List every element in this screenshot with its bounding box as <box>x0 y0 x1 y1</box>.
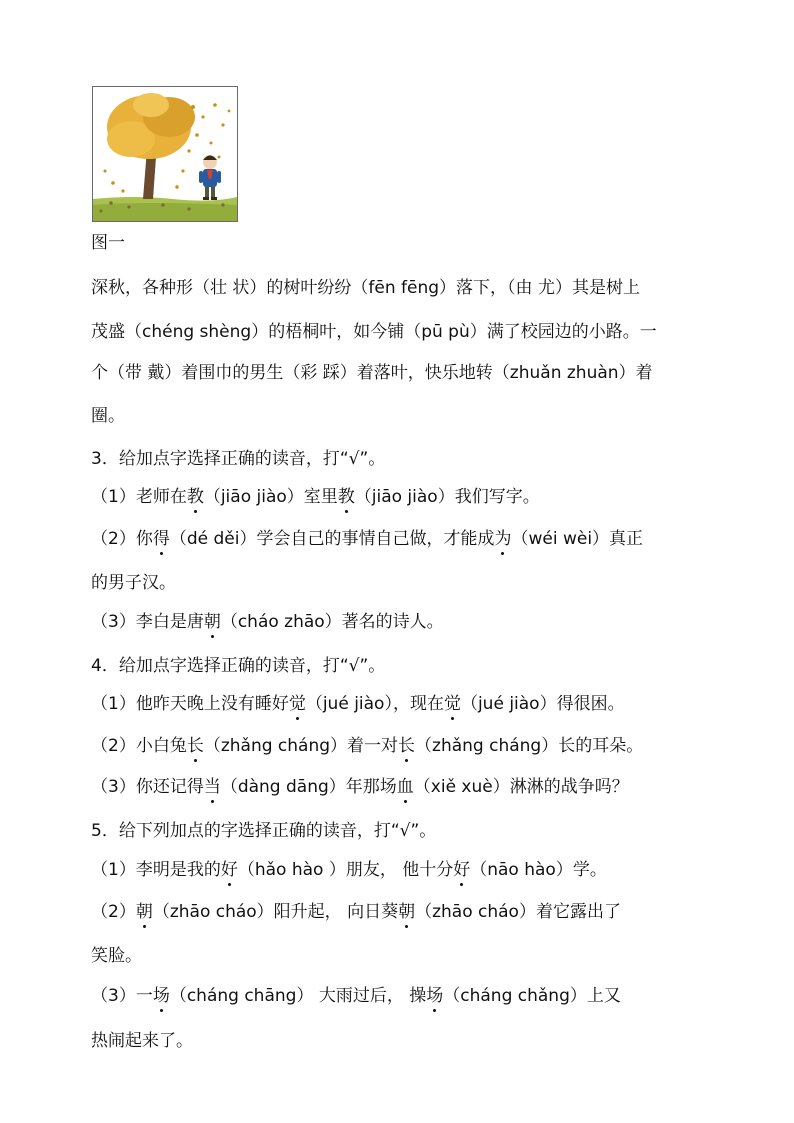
q4-i3-text-c: （xiě xuè）淋淋的战争吗？ <box>413 777 629 797</box>
q3-i2-text-a: （2）你 <box>91 529 153 549</box>
q3-i1-text-a: （1）老师在 <box>91 487 187 507</box>
q5-i3-dotted-char-2: 场 <box>426 986 444 1006</box>
q4-i3-text-b: （dàng dāng）年那场 <box>220 777 397 797</box>
q3-i3-dotted-char-1: 朝 <box>203 612 221 632</box>
question-5-item-2-continued: 笑脸。 <box>91 946 142 966</box>
q4-i1-dotted-char-2: 觉 <box>443 694 461 714</box>
question-4-title: 4．给加点字选择正确的读音，打“√”。 <box>91 656 386 676</box>
question-5-item-3 <box>91 985 621 1007</box>
passage-line-2-text: 茂盛（chéng shèng）的梧桐叶，如今铺（pū pù）满了校园边的小路。一 <box>91 322 657 342</box>
q5-i3-text-c: （cháng chǎng）上又 <box>443 986 621 1006</box>
q5-i1-text-b: （hǎo hào ）朋友， 他十分 <box>237 860 454 880</box>
q4-i1-text-b: （jué jiào），现在 <box>305 694 444 714</box>
q5-i1-text-c: （nāo hào）学。 <box>470 860 607 880</box>
q4-i3-text-a: （3）你还记得 <box>91 777 204 797</box>
question-3-item-2-continued: 的男子汉。 <box>91 573 176 593</box>
grass-shade-shape <box>93 203 237 221</box>
passage-line-4-text: 圈。 <box>91 406 125 426</box>
q5-i2-dotted-char-2: 朝 <box>398 902 416 922</box>
question-4-item-2 <box>91 735 643 757</box>
q5-i2-dotted-char-1: 朝 <box>135 902 153 922</box>
q4-i1-dotted-char-1: 觉 <box>288 694 306 714</box>
passage-line-1 <box>91 277 640 299</box>
question-5-item-2 <box>91 901 621 923</box>
q5-i3-dotted-char-1: 场 <box>152 986 170 1006</box>
passage-line-1-text: 深秋，各种形（壮 状）的树叶纷纷（fēn fēng）落下，（由 尤）其是树上 <box>91 278 640 298</box>
autumn-illustration <box>92 86 238 222</box>
q3-i1-dotted-char-1: 教 <box>186 487 204 507</box>
q4-i2-dotted-char-2: 长 <box>398 736 416 756</box>
question-5-title: 5．给下列加点的字选择正确的读音，打“√”。 <box>91 821 437 841</box>
tree-canopy-top-shape <box>133 93 169 117</box>
q3-i3-text-a: （3）李白是唐 <box>91 612 204 632</box>
q3-i3-text-b: （cháo zhāo）著名的诗人。 <box>220 612 444 632</box>
q3-i1-dotted-char-2: 教 <box>337 487 355 507</box>
question-4-item-3 <box>91 776 629 798</box>
q3-i1-text-b: （jiāo jiào）室里 <box>203 487 338 507</box>
boy-figure <box>199 155 221 200</box>
autumn-tree-boy-icon <box>93 87 237 221</box>
passage-line-2 <box>91 321 657 343</box>
passage-line-4 <box>91 405 125 427</box>
q3-i2-dotted-char-1: 得 <box>152 529 170 549</box>
question-4-item-1 <box>91 693 625 715</box>
q4-i2-text-c: （zhǎng cháng）长的耳朵。 <box>415 736 644 756</box>
q5-i1-text-a: （1）李明是我的 <box>91 860 221 880</box>
passage-line-3-text: 个（带 戴）着围巾的男生（彩 踩）着落叶，快乐地转（zhuǎn zhuàn）着 <box>91 363 653 383</box>
q5-i3-text-a: （3）一 <box>91 986 153 1006</box>
q4-i3-dotted-char-2: 血 <box>396 777 414 797</box>
question-3-item-3 <box>91 611 444 633</box>
q3-i1-text-c: （jiāo jiào）我们写字。 <box>354 487 540 507</box>
q5-i1-dotted-char-2: 好 <box>453 860 471 880</box>
question-5-item-1 <box>91 859 607 881</box>
q3-i2-text-b: （dé děi）学会自己的事情自己做，才能成 <box>169 529 495 549</box>
question-3-item-1 <box>91 486 540 508</box>
question-3-title: 3．给加点字选择正确的读音，打“√”。 <box>91 449 386 469</box>
q4-i1-text-c: （jué jiào）得很困。 <box>460 694 625 714</box>
q5-i2-text-a: （2） <box>91 902 136 922</box>
q4-i2-text-b: （zhǎng cháng）着一对 <box>203 736 399 756</box>
q3-i2-dotted-char-2: 为 <box>494 529 512 549</box>
q5-i3-text-b: （cháng chāng） 大雨过后， 操 <box>169 986 427 1006</box>
q5-i1-dotted-char-1: 好 <box>220 860 238 880</box>
q4-i2-text-a: （2）小白兔 <box>91 736 187 756</box>
q3-i2-text-c: （wéi wèi）真正 <box>511 529 644 549</box>
question-3-item-2 <box>91 528 643 550</box>
passage-line-3 <box>91 362 653 384</box>
question-5-item-3-continued: 热闹起来了。 <box>91 1031 193 1051</box>
q5-i2-text-c: （zhāo cháo）着它露出了 <box>415 902 621 922</box>
q4-i3-dotted-char-1: 当 <box>203 777 221 797</box>
q5-i2-text-b: （zhāo cháo）阳升起， 向日葵 <box>152 902 399 922</box>
figure-caption: 图一 <box>91 233 125 253</box>
q4-i2-dotted-char-1: 长 <box>186 736 204 756</box>
q4-i1-text-a: （1）他昨天晚上没有睡好 <box>91 694 289 714</box>
